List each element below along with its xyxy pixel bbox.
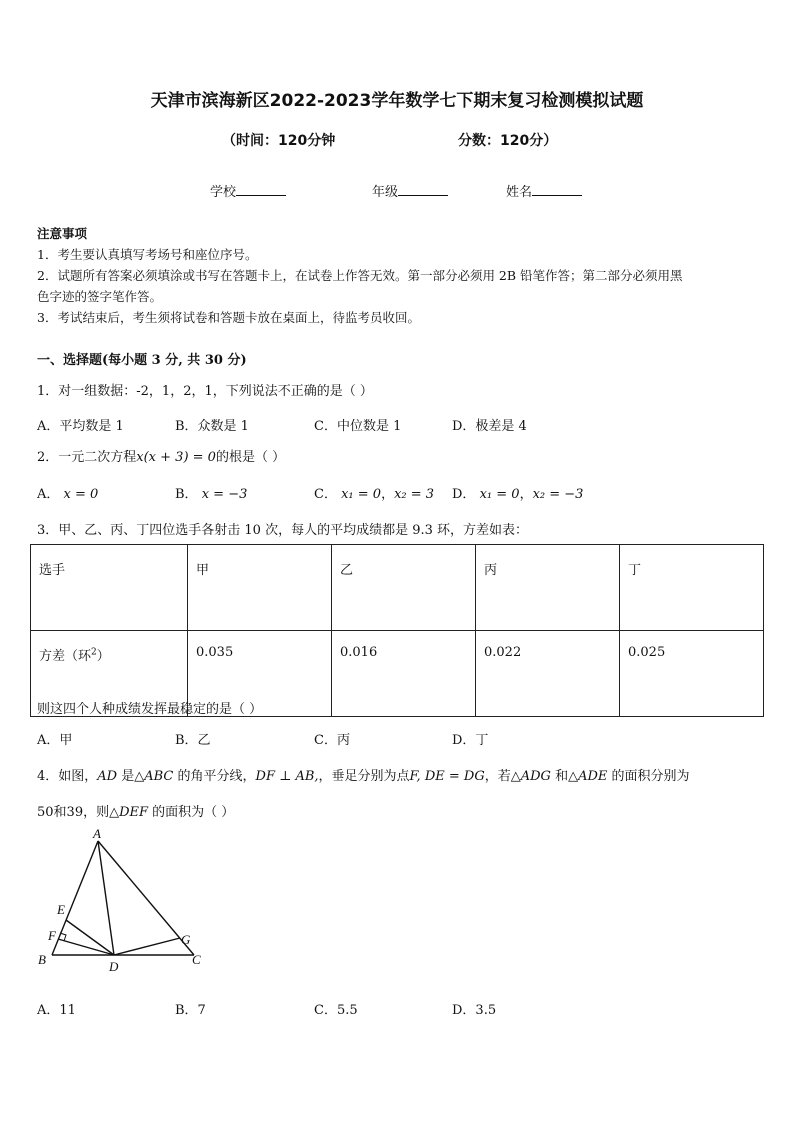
name-field — [506, 181, 582, 200]
q2-option-a-math: x = 0 — [63, 487, 99, 502]
q4-text: ，垂足分别为点 — [318, 769, 410, 784]
q2-equation: x(x + 3) = 0 — [136, 450, 216, 465]
q2-option-b-label: B． — [175, 487, 198, 502]
question-4-stem-line1 — [37, 765, 690, 784]
q3-option-b: B．乙 — [175, 733, 211, 748]
table-cell: 丙 — [476, 545, 620, 631]
q2-option-c-math2: x₂ = 3 — [394, 487, 435, 502]
grade-blank — [398, 183, 448, 196]
q2-option-b-math: x = −3 — [201, 487, 248, 502]
q4-math: F, — [409, 769, 421, 784]
table-cell: 0.022 — [476, 631, 620, 717]
exam-title: 天津市滨海新区2022-2023学年数学七下期末复习检测模拟试题 — [150, 91, 644, 111]
q4-math: AD — [97, 769, 118, 784]
q2-option-a-label: A． — [37, 487, 60, 502]
q2-option-d — [452, 483, 583, 502]
q3-option-d: D．丁 — [452, 733, 489, 748]
table-cell: 乙 — [332, 545, 476, 631]
figure-lines — [52, 841, 194, 955]
question-3-stem: 3．甲、乙、丙、丁四位选手各射击 10 次，每人的平均成绩都是 9.3 环，方差如表： — [37, 523, 529, 538]
q4-option-c: C．5.5 — [314, 1003, 358, 1018]
label-g: G — [181, 932, 191, 947]
segment-de — [66, 920, 114, 955]
q4-text: 的角平分线， — [173, 769, 256, 784]
q2-option-a — [37, 483, 98, 502]
q1-option-a: A．平均数是 1 — [37, 419, 124, 434]
q2-option-c — [314, 483, 434, 502]
notice-item: 2．试题所有答案必须填涂或书写在答题卡上，在试卷上作答无效。第一部分必须用 2B 铅笔作答；第二部分必须用黑 — [37, 268, 683, 283]
q4-text: 4．如图， — [37, 769, 98, 784]
q2-option-b — [175, 483, 247, 502]
notice-item: 色字迹的签字笔作答。 — [37, 289, 163, 304]
q4-option-b: B．7 — [175, 1003, 206, 1018]
table-cell: 0.035 — [188, 631, 332, 717]
row-label-end: ） — [96, 649, 110, 664]
q4-text: 和 — [550, 769, 569, 784]
q2-option-c-label: C． — [314, 487, 337, 502]
q4-option-a: A．11 — [37, 1003, 76, 1018]
grade-label: 年级 — [372, 185, 399, 200]
q4-text: ，若 — [484, 769, 511, 784]
section-heading: 一、选择题(每小题 3 分, 共 30 分) — [37, 353, 247, 368]
variance-table — [30, 544, 764, 717]
label-d: D — [109, 959, 119, 974]
segment-df — [58, 939, 114, 955]
q2-stem-prefix: 2．一元二次方程 — [37, 450, 137, 465]
q4-text: 的面积分别为 — [607, 769, 690, 784]
school-field — [210, 181, 286, 200]
table-cell: 选手 — [31, 545, 188, 631]
q2-stem-suffix: 的根是（ ） — [215, 450, 286, 465]
exam-time: （时间：120分钟 — [222, 133, 336, 149]
exam-score: 分数：120分） — [458, 133, 558, 149]
q4-math: △ABC — [134, 769, 174, 784]
notice-heading: 注意事项 — [37, 226, 88, 241]
name-blank — [532, 183, 582, 196]
row-label: 方差（环 — [39, 649, 92, 664]
table-cell: 0.025 — [620, 631, 764, 717]
notice-item: 3．考试结束后，考生须将试卷和答题卡放在桌面上，待监考员收回。 — [37, 310, 420, 325]
name-label: 姓名 — [506, 185, 533, 200]
q4-option-d: D．3.5 — [452, 1003, 497, 1018]
q4-math: △ADE — [568, 769, 608, 784]
table-cell: 0.016 — [332, 631, 476, 717]
label-b: B — [38, 952, 46, 967]
question-1-stem: 1．对一组数据：-2，1，2，1，下列说法不正确的是（ ） — [37, 384, 373, 399]
label-a: A — [93, 828, 101, 841]
label-c: C — [192, 952, 201, 967]
row-label-sup: 2 — [91, 647, 97, 658]
notice-item: 1．考生要认真填写考场号和座位序号。 — [37, 247, 258, 262]
triangle-figure — [30, 828, 220, 976]
q2-option-c-math1: x₁ = 0 — [341, 487, 382, 502]
q3-option-c: C．丙 — [314, 733, 350, 748]
table-cell: 甲 — [188, 545, 332, 631]
q3-followup: 则这四个人种成绩发挥最稳定的是（ ） — [37, 702, 263, 717]
q4-math: △DEF — [109, 805, 149, 820]
q4-math: DE = DG — [424, 769, 485, 784]
q2-option-d-math1: x₁ = 0 — [479, 487, 520, 502]
school-label: 学校 — [210, 185, 237, 200]
q1-option-c: C．中位数是 1 — [314, 419, 402, 434]
grade-field — [372, 181, 448, 200]
q3-option-a: A．甲 — [37, 733, 73, 748]
segment-dg — [114, 938, 180, 955]
question-2-stem — [37, 446, 285, 465]
question-4-stem-line2 — [37, 801, 234, 820]
q2-comma: ， — [519, 487, 533, 502]
q4-text: 50和39，则 — [37, 805, 110, 820]
table-cell: 丁 — [620, 545, 764, 631]
q2-comma: ， — [381, 487, 395, 502]
q4-text: 是 — [117, 769, 135, 784]
label-e: E — [57, 902, 65, 917]
q2-option-d-label: D． — [452, 487, 476, 502]
q2-option-d-math2: x₂ = −3 — [532, 487, 584, 502]
label-f: F — [48, 928, 56, 943]
q1-option-d: D．极差是 4 — [452, 419, 527, 434]
q4-math: DF ⊥ AB, — [255, 769, 319, 784]
q4-math: △ADG — [510, 769, 551, 784]
q4-text: 的面积为（ ） — [148, 805, 235, 820]
q1-option-b: B．众数是 1 — [175, 419, 249, 434]
school-blank — [236, 183, 286, 196]
table-header-row — [31, 545, 764, 631]
